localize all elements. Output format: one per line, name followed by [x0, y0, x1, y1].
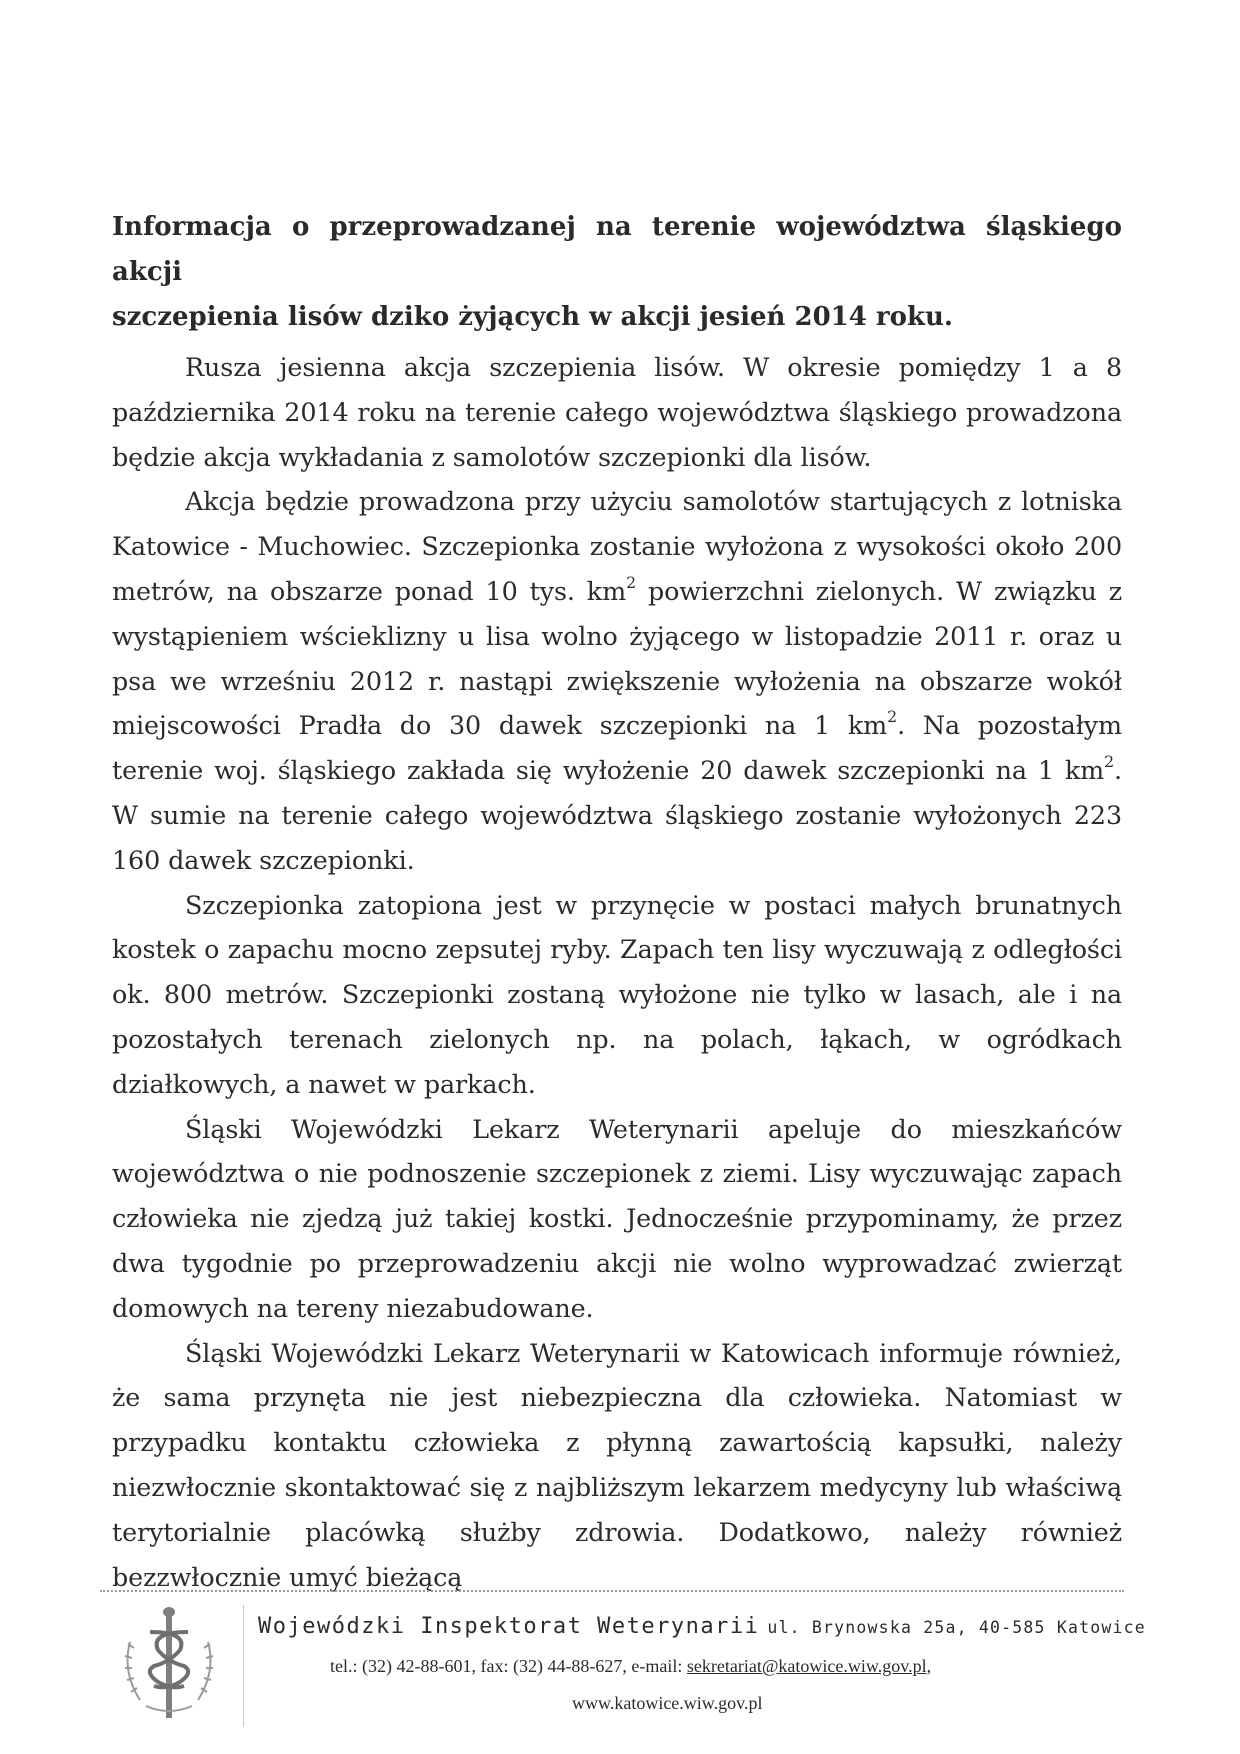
superscript-2: 2: [1104, 752, 1115, 772]
paragraph-2-part-4: . W sumie na terenie całego województwa śląskiego zostanie wyłożonych 223 160 dawek szczepionki.: [112, 755, 1122, 875]
contact-phone-fax: tel.: (32) 42-88-601, fax: (32) 44-88-627, e-mail:: [330, 1656, 687, 1676]
website-link[interactable]: www.katowice.wiw.gov.pl: [572, 1693, 763, 1713]
footer-contact: [330, 1656, 1130, 1677]
paragraph-2-part-2: powierzchni zielonych. W związku z wystąpieniem wścieklizny u lisa wolno żyjącego w listopadzie 2011 r. oraz u psa we wrześniu 2012 r. nastąpi zwiększenie wyłożenia na obszarze wokół miejscowości Pradła do 30 dawek szczepionki na 1 km: [112, 575, 1122, 741]
title-line-2: szczepienia lisów dziko żyjących w akcji jesień 2014 roku.: [112, 302, 953, 332]
footer-organization: [258, 1614, 1146, 1639]
organization-name: Wojewódzki Inspektorat Weterynarii: [258, 1614, 760, 1639]
footer-vertical-divider: [243, 1605, 244, 1727]
paragraph-4: Śląski Wojewódzki Lekarz Weterynarii apeluje do mieszkańców województwa o nie podnoszenie szczepionek z ziemi. Lisy wyczuwając zapach człowieka nie zjedzą już takiej kostki. Jednocześnie przypominamy, że przez dwa tygodnie po przeprowadzeniu akcji nie wolno wyprowadzać zwierząt domowych na tereny niezabudowane.: [112, 1113, 1122, 1323]
paragraph-5: Śląski Wojewódzki Lekarz Weterynarii w Katowicach informuje również, że sama przynęta nie jest niebezpieczna dla człowieka. Natomiast w przypadku kontaktu człowieka z płynną zawartością kapsułki, należy niezwłocznie skontaktować się z najbliższym lekarzem medycyny lub właściwą terytorialnie placówką służby zdrowia. Dodatkowo, należy również bezzwłocznie umyć bieżącą: [112, 1337, 1122, 1592]
organization-address: ul. Brynowska 25a, 40-585 Katowice: [767, 1618, 1146, 1637]
footer-website: [572, 1693, 832, 1714]
contact-suffix: ,: [926, 1656, 932, 1676]
email-link[interactable]: sekretariat@katowice.wiw.gov.pl: [686, 1656, 927, 1676]
caduceus-emblem-icon: [110, 1602, 228, 1726]
paragraph-1: Rusza jesienna akcja szczepienia lisów. W okresie pomiędzy 1 a 8 października 2014 roku na terenie całego województwa śląskiego prowadzona będzie akcja wykładania z samolotów szczepionki dla lisów.: [112, 352, 1122, 472]
paragraph-2-part-1: Akcja będzie prowadzona przy użyciu samolotów startujących z lotniska Katowice - Muchowiec. Szczepionka zostanie wyłożona z wysokości około 200 metrów, na obszarze ponad 10 tys. km: [112, 486, 1122, 606]
paragraph-3: Szczepionka zatopiona jest w przynęcie w postaci małych brunatnych kostek o zapachu mocno zepsutej ryby. Zapach ten lisy wyczuwają z odległości ok. 800 metrów. Szczepionki zostaną wyłożone nie tylko w lasach, ale i na pozostałych terenach zielonych np. na polach, łąkach, w ogródkach działkowych, a nawet w parkach.: [112, 889, 1122, 1099]
superscript-2: 2: [626, 573, 636, 593]
paragraph-2-part-3: . Na pozostałym terenie woj. śląskiego zakłada się wyłożenie 20 dawek szczepionki na 1 km: [112, 710, 1123, 786]
document-body: [112, 345, 1122, 1599]
document-title: [112, 205, 1122, 340]
title-line-1: Informacja o przeprowadzanej na terenie województwa śląskiego akcji: [112, 212, 1122, 287]
paragraph-2: [112, 479, 1122, 882]
footer-divider: [100, 1590, 1124, 1592]
superscript-2: 2: [887, 707, 898, 727]
